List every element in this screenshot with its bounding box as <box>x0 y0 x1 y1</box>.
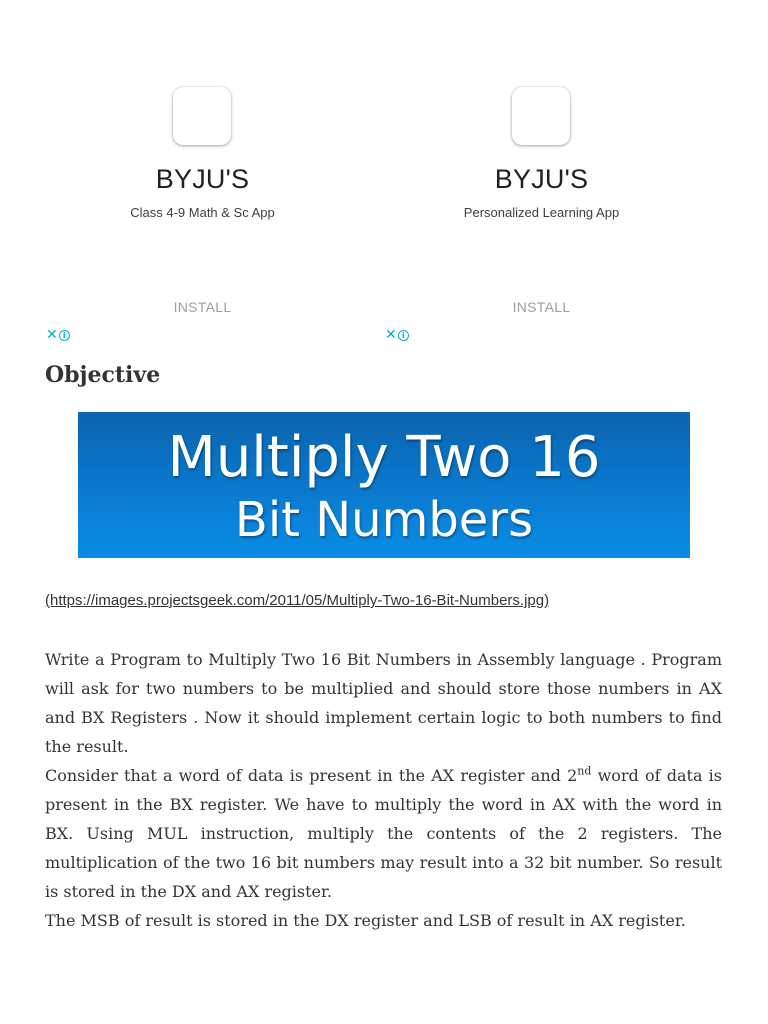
app-icon[interactable] <box>512 87 570 145</box>
ad-choices[interactable] <box>46 328 70 342</box>
ad-app-description: Class 4-9 Math & Sc App <box>130 205 275 220</box>
ad-app-description: Personalized Learning App <box>463 205 620 220</box>
install-button[interactable]: INSTALL <box>173 299 232 315</box>
banner-title-line2: Bit Numbers <box>234 492 534 548</box>
app-icon[interactable] <box>173 87 231 145</box>
info-icon[interactable]: i <box>398 330 409 341</box>
paragraph-intro: Write a Program to Multiply Two 16 Bit Numbers in Assembly language . Program will ask for two numbers to be multiplied and should store those numbers in AX and BX Registers . Now it should implement certain logic to both numbers to find the result. <box>45 650 722 756</box>
ordinal-suffix: nd <box>577 764 592 778</box>
article-banner-image <box>78 412 690 558</box>
banner-title-line1: Multiply Two 16 <box>167 425 601 490</box>
close-icon[interactable]: ✕ <box>46 327 58 343</box>
ad-choices[interactable] <box>385 328 409 342</box>
paragraph-explanation <box>45 761 722 906</box>
paragraph-text: word of data is present in the BX register. We have to multiply the word in AX with the word in BX. Using MUL instruction, multiply the contents of the 2 registers. The multiplication of the two 16 bit numbers may result into a 32 bit number. So result is stored in the DX and AX register. <box>45 766 722 901</box>
install-button[interactable]: INSTALL <box>512 299 571 315</box>
info-icon[interactable]: i <box>59 330 70 341</box>
ad-app-name[interactable]: BYJU'S <box>155 164 250 194</box>
paragraph-result: The MSB of result is stored in the DX register and LSB of result in AX register. <box>45 911 686 930</box>
section-heading: Objective <box>45 362 161 388</box>
ad-unit-left[interactable] <box>33 0 372 350</box>
paragraph-text: Consider that a word of data is present in the AX register and 2 <box>45 766 578 785</box>
ad-unit-right[interactable] <box>372 0 711 350</box>
close-icon[interactable]: ✕ <box>385 327 397 343</box>
article-body <box>45 645 722 935</box>
image-source-link[interactable]: (https://images.projectsgeek.com/2011/05/Multiply-Two-16-Bit-Numbers.jpg) <box>45 592 550 609</box>
ad-app-name[interactable]: BYJU'S <box>494 164 589 194</box>
